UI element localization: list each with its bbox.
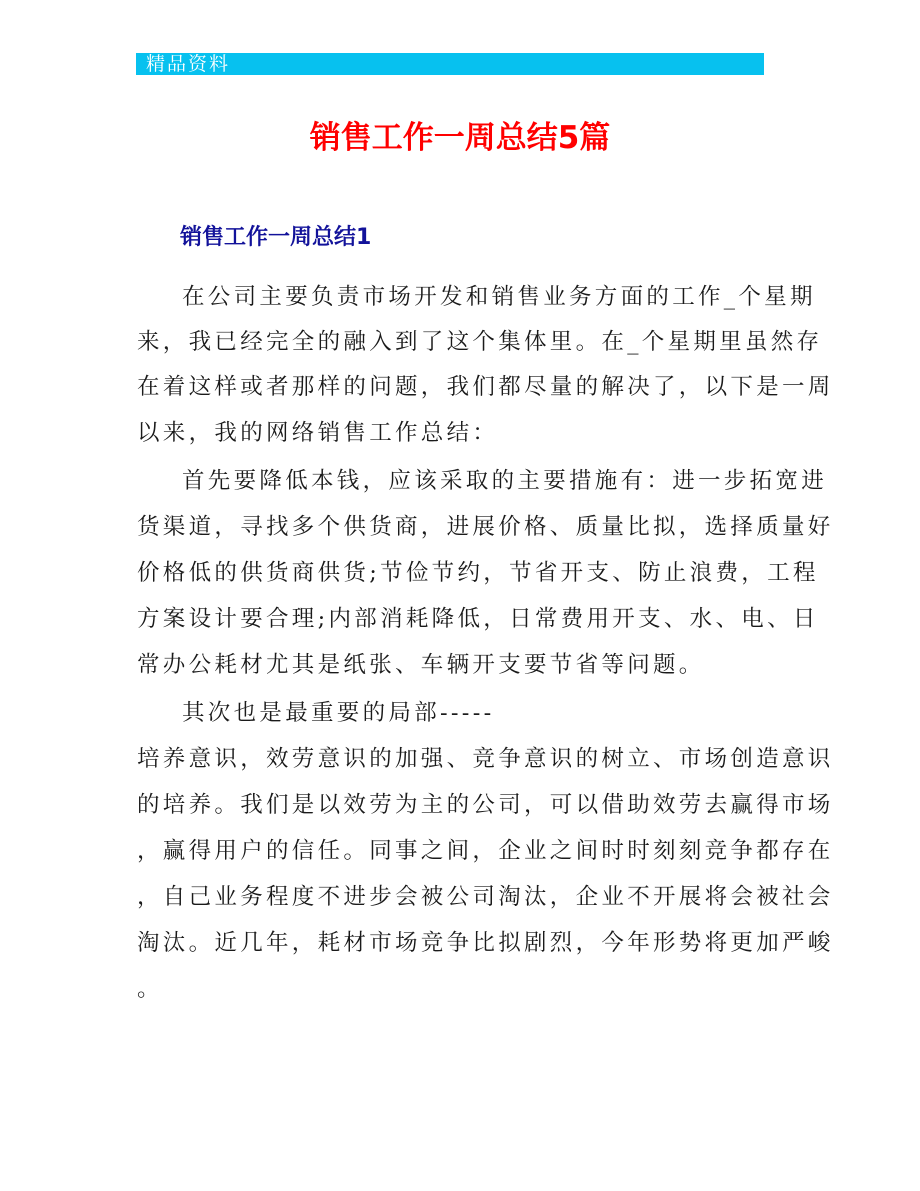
paragraph-line: 培养意识，效劳意识的加强、竞争意识的树立、市场创造意识 — [137, 746, 834, 772]
paragraph-line: 常办公耗材尤其是纸张、车辆开支要节省等问题。 — [137, 652, 705, 678]
paragraph-line: 其次也是最重要的局部----- — [182, 700, 495, 726]
paragraph-line: 淘汰。近几年，耗材市场竞争比拟剧烈，今年形势将更加严峻 — [137, 930, 834, 956]
paragraph-line: 方案设计要合理;内部消耗降低，日常费用开支、水、电、日 — [137, 606, 819, 632]
banner-label: 精品资料 — [146, 53, 231, 75]
paragraph-line: 。 — [137, 976, 163, 1002]
document-title: 销售工作一周总结5篇 — [309, 120, 611, 156]
paragraph-line: 价格低的供货商供货;节俭节约，节省开支、防止浪费，工程 — [137, 560, 819, 586]
paragraph-line: 首先要降低本钱，应该采取的主要措施有：进一步拓宽进 — [182, 468, 828, 494]
paragraph-line: 货渠道，寻找多个供货商，进展价格、质量比拟，选择质量好 — [137, 514, 834, 540]
section-heading: 销售工作一周总结1 — [180, 225, 372, 250]
paragraph-line: 在公司主要负责市场开发和销售业务方面的工作_个星期 — [182, 284, 816, 310]
paragraph-line: 在着这样或者那样的问题，我们都尽量的解决了，以下是一周 — [137, 374, 834, 400]
paragraph-line: 来，我已经完全的融入到了这个集体里。在_个星期里虽然存 — [137, 329, 823, 355]
header-banner — [136, 53, 764, 75]
paragraph-line: 的培养。我们是以效劳为主的公司，可以借助效劳去赢得市场 — [137, 792, 834, 818]
paragraph-line: ，赢得用户的信任。同事之间，企业之间时时刻刻竞争都存在 — [137, 838, 834, 864]
paragraph-line: 以来，我的网络销售工作总结： — [137, 420, 499, 446]
paragraph-line: ，自己业务程度不进步会被公司淘汰，企业不开展将会被社会 — [137, 884, 834, 910]
